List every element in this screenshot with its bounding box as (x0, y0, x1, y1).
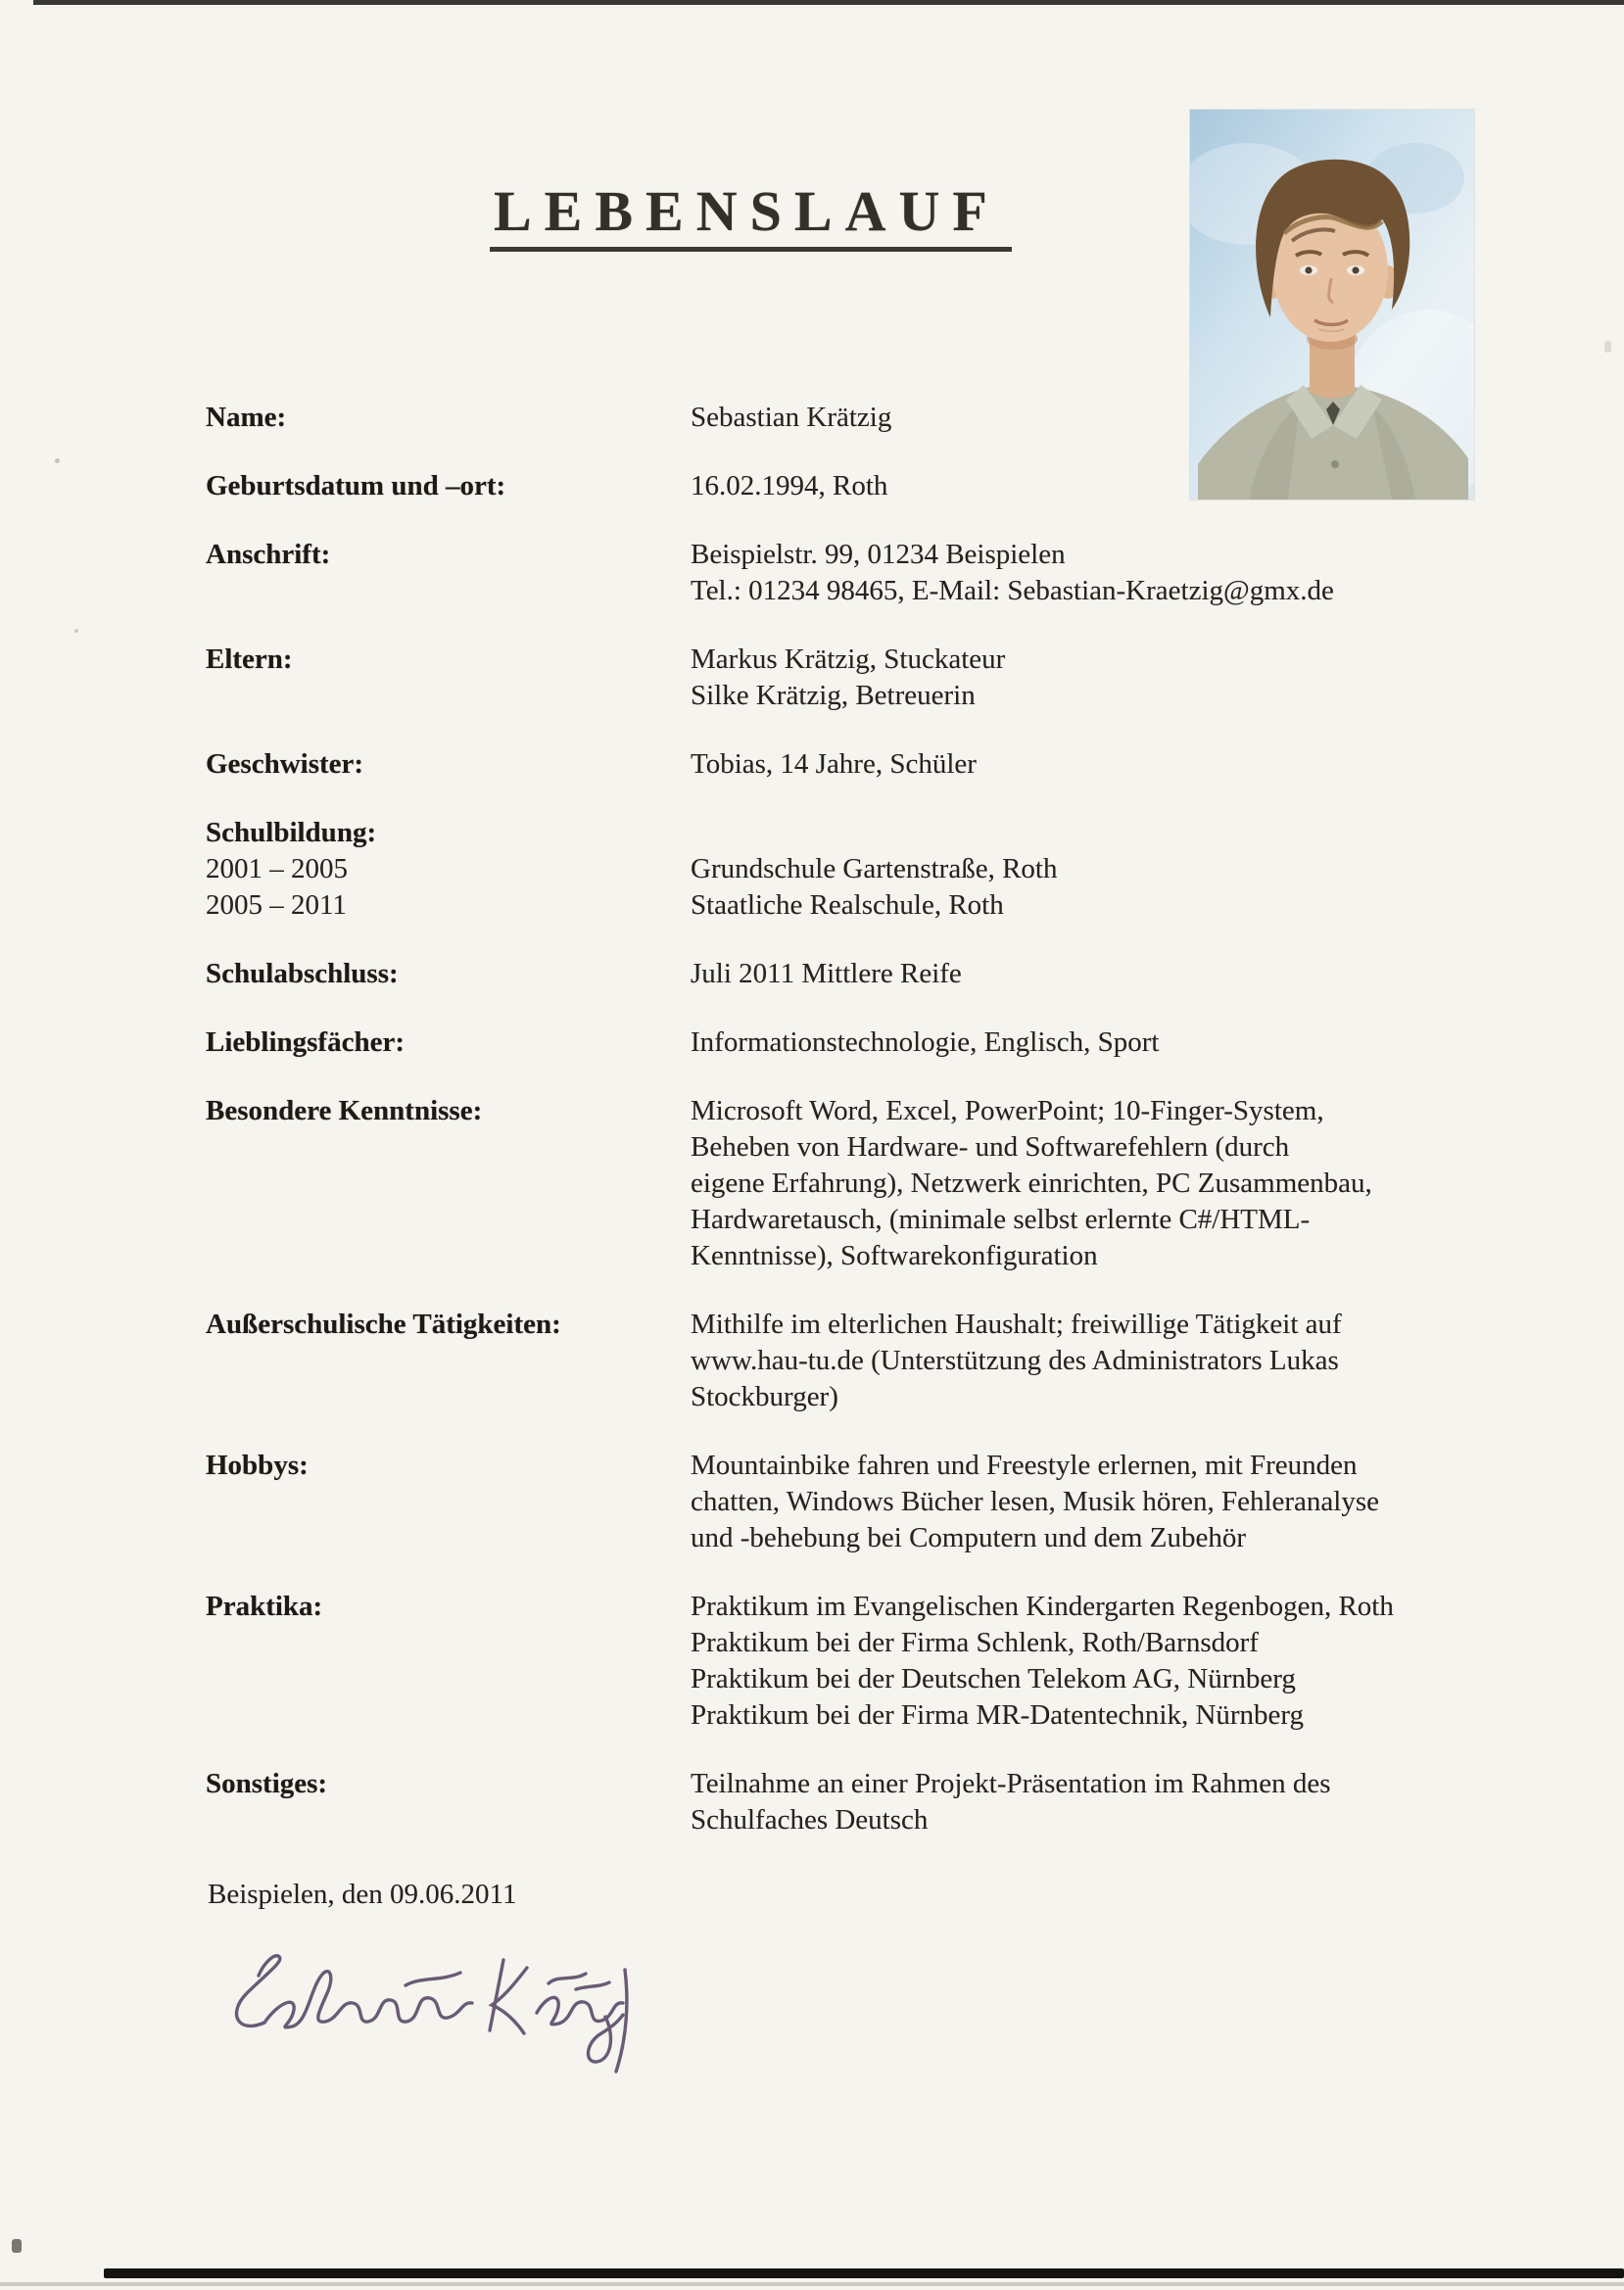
field-value (691, 887, 1469, 924)
field-label: Eltern: (206, 644, 293, 675)
field-label: Sonstiges: (206, 1768, 328, 1799)
field-value-line: 16.02.1994, Roth (691, 470, 888, 501)
field-value-line: Microsoft Word, Excel, PowerPoint; 10-Finger-System, (691, 1095, 1324, 1126)
field-value-line: Praktikum bei der Firma MR-Datentechnik, Nürnberg (691, 1699, 1305, 1731)
field-value-line: Praktikum bei der Firma Schlenk, Roth/Barnsdorf (691, 1627, 1259, 1658)
field-value-line: und -behebung bei Computern und dem Zubehör (691, 1522, 1246, 1553)
field-label: Hobbys: (206, 1450, 309, 1481)
field-sublabel: 2001 – 2005 (206, 853, 348, 884)
field-sublabel: 2005 – 2011 (206, 889, 347, 921)
cv-row-line (206, 1448, 1469, 1556)
field-value (691, 1093, 1469, 1274)
field-value (691, 1307, 1469, 1415)
cv-row-line (206, 851, 1469, 887)
field-value-line: Informationstechnologie, Englisch, Sport (691, 1026, 1160, 1058)
cv-row (206, 468, 1469, 504)
cv-row-line (206, 815, 1469, 851)
field-value-line: Beheben von Hardware- und Softwarefehlern (durch (691, 1131, 1290, 1163)
field-value (691, 746, 1469, 783)
field-label: Schulabschluss: (206, 958, 399, 989)
field-value-line: chatten, Windows Bücher lesen, Musik hören, Fehleranalyse (691, 1486, 1379, 1517)
field-value (691, 1589, 1469, 1734)
field-value-line: Praktikum bei der Deutschen Telekom AG, Nürnberg (691, 1663, 1296, 1694)
field-value (691, 1766, 1469, 1838)
field-value-line: Hardwaretausch, (minimale selbst erlernte C#/HTML- (691, 1204, 1311, 1235)
field-value (691, 468, 1469, 504)
field-value-line: Sebastian Krätzig (691, 402, 892, 433)
cv-row (206, 815, 1469, 924)
field-value-line: Markus Krätzig, Stuckateur (691, 644, 1006, 675)
field-value-line: Juli 2011 Mittlere Reife (691, 958, 962, 989)
scan-edge-bottom-light (0, 2282, 1624, 2286)
field-value (691, 1448, 1469, 1556)
cv-row (206, 1766, 1469, 1838)
scan-speck (55, 458, 60, 463)
cv-row-line (206, 1766, 1469, 1838)
signature-drawing (214, 1928, 645, 2084)
scan-speck (12, 2239, 22, 2253)
cv-row-line (206, 1093, 1469, 1274)
field-value-line: Mithilfe im elterlichen Haushalt; freiwillige Tätigkeit auf (691, 1309, 1342, 1340)
cv-row (206, 956, 1469, 992)
cv-row-line (206, 956, 1469, 992)
scan-edge-top (33, 0, 1624, 5)
field-value-line: Mountainbike fahren und Freestyle erlernen, mit Freunden (691, 1450, 1358, 1481)
field-value-line: Staatliche Realschule, Roth (691, 889, 1004, 921)
field-label: Schulbildung: (206, 817, 377, 848)
cv-row (206, 537, 1469, 609)
field-label: Lieblingsfächer: (206, 1026, 405, 1058)
cv-row-line (206, 400, 1469, 436)
date-place-line: Beispielen, den 09.06.2011 (208, 1879, 517, 1910)
scan-speck (1604, 341, 1611, 353)
cv-row-line (206, 642, 1469, 714)
field-label: Name: (206, 402, 287, 433)
field-value-line: Praktikum im Evangelischen Kindergarten Regenbogen, Roth (691, 1591, 1394, 1622)
cv-row-line (206, 746, 1469, 783)
scan-edge-bottom (104, 2268, 1624, 2278)
cv-row (206, 1307, 1469, 1415)
field-value-line: Grundschule Gartenstraße, Roth (691, 853, 1058, 884)
cv-row (206, 400, 1469, 436)
field-value-line: Beispielstr. 99, 01234 Beispielen (691, 539, 1066, 570)
signature (214, 1928, 645, 2084)
field-label: Geschwister: (206, 748, 364, 780)
field-label: Außerschulische Tätigkeiten: (206, 1309, 561, 1340)
cv-row-line (206, 1589, 1469, 1734)
cv-row (206, 1589, 1469, 1734)
page-title: LEBENSLAUF (490, 178, 1012, 252)
field-label: Anschrift: (206, 539, 331, 570)
field-value (691, 1025, 1469, 1061)
cv-row (206, 642, 1469, 714)
field-value-line: eigene Erfahrung), Netzwerk einrichten, PC Zusammenbau, (691, 1168, 1372, 1199)
field-label: Geburtsdatum und –ort: (206, 470, 506, 501)
field-value (691, 642, 1469, 714)
field-value-line: Tel.: 01234 98465, E-Mail: Sebastian-Kraetzig@gmx.de (691, 575, 1334, 606)
field-value (691, 400, 1469, 436)
cv-fields (206, 400, 1469, 1871)
cv-row (206, 1448, 1469, 1556)
field-label: Besondere Kenntnisse: (206, 1095, 483, 1126)
cv-row-line (206, 1307, 1469, 1415)
cv-row (206, 746, 1469, 783)
cv-row (206, 1093, 1469, 1274)
field-value-line: Stockburger) (691, 1381, 838, 1412)
field-value (691, 537, 1469, 609)
field-value (691, 851, 1469, 887)
field-value (691, 956, 1469, 992)
field-value-line: Silke Krätzig, Betreuerin (691, 680, 976, 711)
field-value-line: Schulfaches Deutsch (691, 1804, 929, 1836)
cv-row-line (206, 887, 1469, 924)
field-value-line: Tobias, 14 Jahre, Schüler (691, 748, 977, 780)
cv-row (206, 1025, 1469, 1061)
cv-row-line (206, 468, 1469, 504)
cv-row-line (206, 1025, 1469, 1061)
field-value-line: www.hau-tu.de (Unterstützung des Administrators Lukas (691, 1345, 1339, 1376)
cv-row-line (206, 537, 1469, 609)
scan-speck (74, 629, 78, 633)
field-label: Praktika: (206, 1591, 323, 1622)
field-value-line: Kenntnisse), Softwarekonfiguration (691, 1240, 1098, 1271)
field-value-line: Teilnahme an einer Projekt-Präsentation im Rahmen des (691, 1768, 1331, 1799)
